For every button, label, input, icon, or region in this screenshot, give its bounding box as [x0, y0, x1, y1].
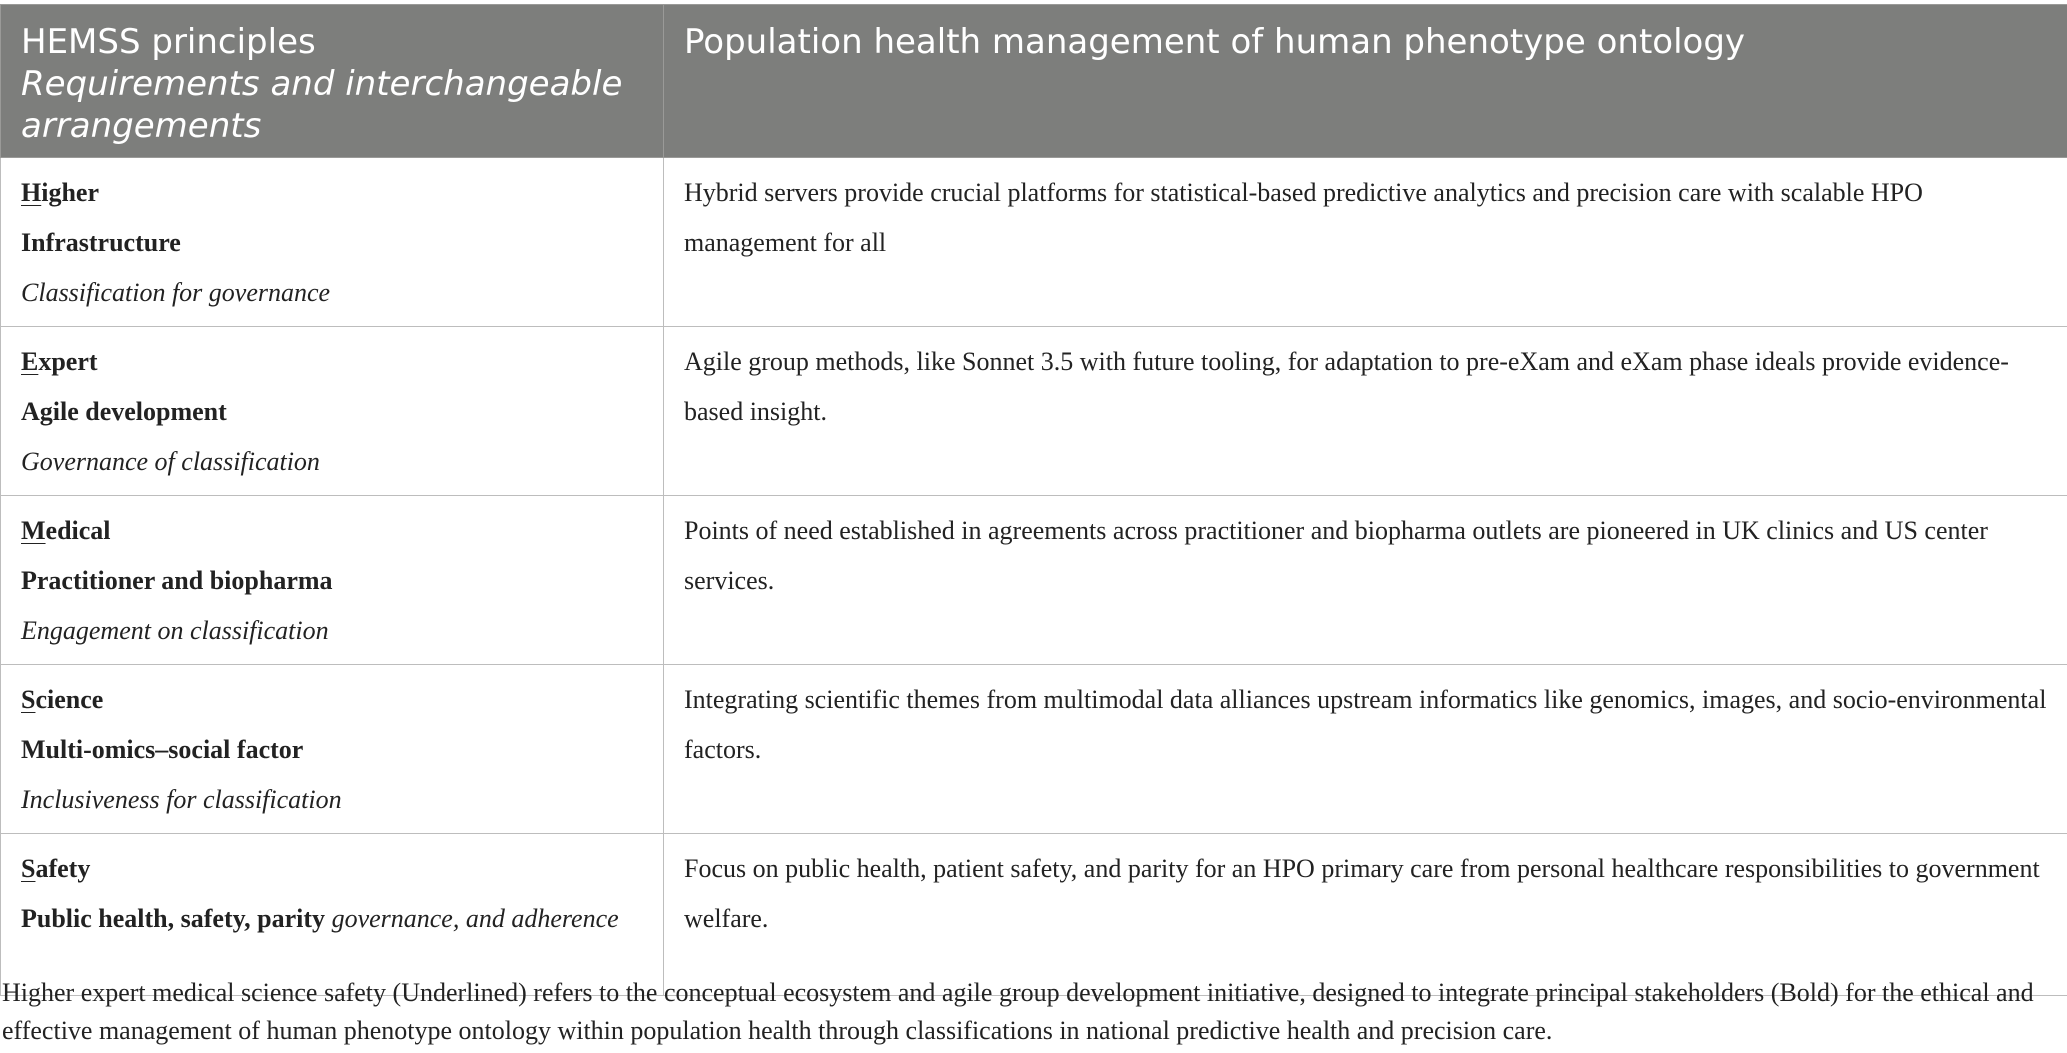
table-body [1, 158, 2067, 996]
header-principles [1, 5, 664, 158]
principle-focus: Engagement on classification [21, 616, 329, 645]
principle-initial: S [21, 685, 36, 714]
principle-name-rest: cience [35, 685, 104, 714]
principle-stakeholder: Agile development [21, 397, 227, 426]
principle-initial: E [21, 347, 39, 376]
principle-focus: Classification for governance [21, 278, 331, 307]
description-cell: Focus on public health, patient safety, and parity for an HPO primary care from personal healthcare responsibilities to government welfare. [664, 834, 2067, 996]
principle-name [21, 337, 643, 387]
principle-cell [1, 834, 664, 996]
header-population-health: Population health management of human phenotype ontology [664, 5, 2067, 158]
principle-stakeholder-line [21, 894, 643, 944]
principle-focus: Inclusiveness for classification [21, 785, 342, 814]
principle-cell [1, 665, 664, 834]
table-footnote: Higher expert medical science safety (Underlined) refers to the conceptual ecosystem and agile group development initiative, designed to integrate principal stakeholders (Bold) for the ethical and effective management of human phenotype ontology within population health through classifications in national predictive health and precision care. [2, 978, 2034, 1045]
hemss-table-container [0, 4, 2067, 996]
table-row [1, 496, 2067, 665]
principle-cell [1, 327, 664, 496]
principle-name-rest: edical [45, 516, 111, 545]
hemss-table [0, 4, 2067, 996]
header-principles-subtitle: Requirements and interchangeable arrangements [21, 64, 623, 146]
principle-name-rest: igher [41, 178, 99, 207]
principle-initial: S [21, 854, 36, 883]
principle-stakeholder: Practitioner and biopharma [21, 566, 333, 595]
description-cell: Agile group methods, like Sonnet 3.5 with future tooling, for adaptation to pre-eXam and eXam phase ideals provide evidence-based insight. [664, 327, 2067, 496]
principle-focus: governance, and adherence [331, 904, 619, 933]
principle-focus: Governance of classification [21, 447, 320, 476]
principle-stakeholder: Infrastructure [21, 228, 181, 257]
description-cell: Integrating scientific themes from multimodal data alliances upstream informatics like genomics, images, and socio-environmental factors. [664, 665, 2067, 834]
principle-name [21, 168, 643, 218]
principle-cell [1, 496, 664, 665]
header-row [1, 5, 2067, 158]
principle-name [21, 844, 643, 894]
header-principles-title: HEMSS principles [21, 22, 316, 62]
principle-name-rest: xpert [38, 347, 98, 376]
principle-stakeholder: Multi-omics–social factor [21, 735, 304, 764]
table-row [1, 158, 2067, 327]
description-cell: Points of need established in agreements across practitioner and biopharma outlets are pioneered in UK clinics and US center services. [664, 496, 2067, 665]
description-cell: Hybrid servers provide crucial platforms for statistical-based predictive analytics and precision care with scalable HPO management for all [664, 158, 2067, 327]
principle-initial: M [21, 516, 46, 545]
table-header [1, 5, 2067, 158]
principle-cell [1, 158, 664, 327]
principle-name-rest: afety [35, 854, 91, 883]
principle-stakeholder: Public health, safety, parity [21, 904, 326, 933]
table-row [1, 327, 2067, 496]
principle-initial: H [21, 178, 42, 207]
principle-name [21, 675, 643, 725]
principle-name [21, 506, 643, 556]
table-row [1, 834, 2067, 996]
table-row [1, 665, 2067, 834]
